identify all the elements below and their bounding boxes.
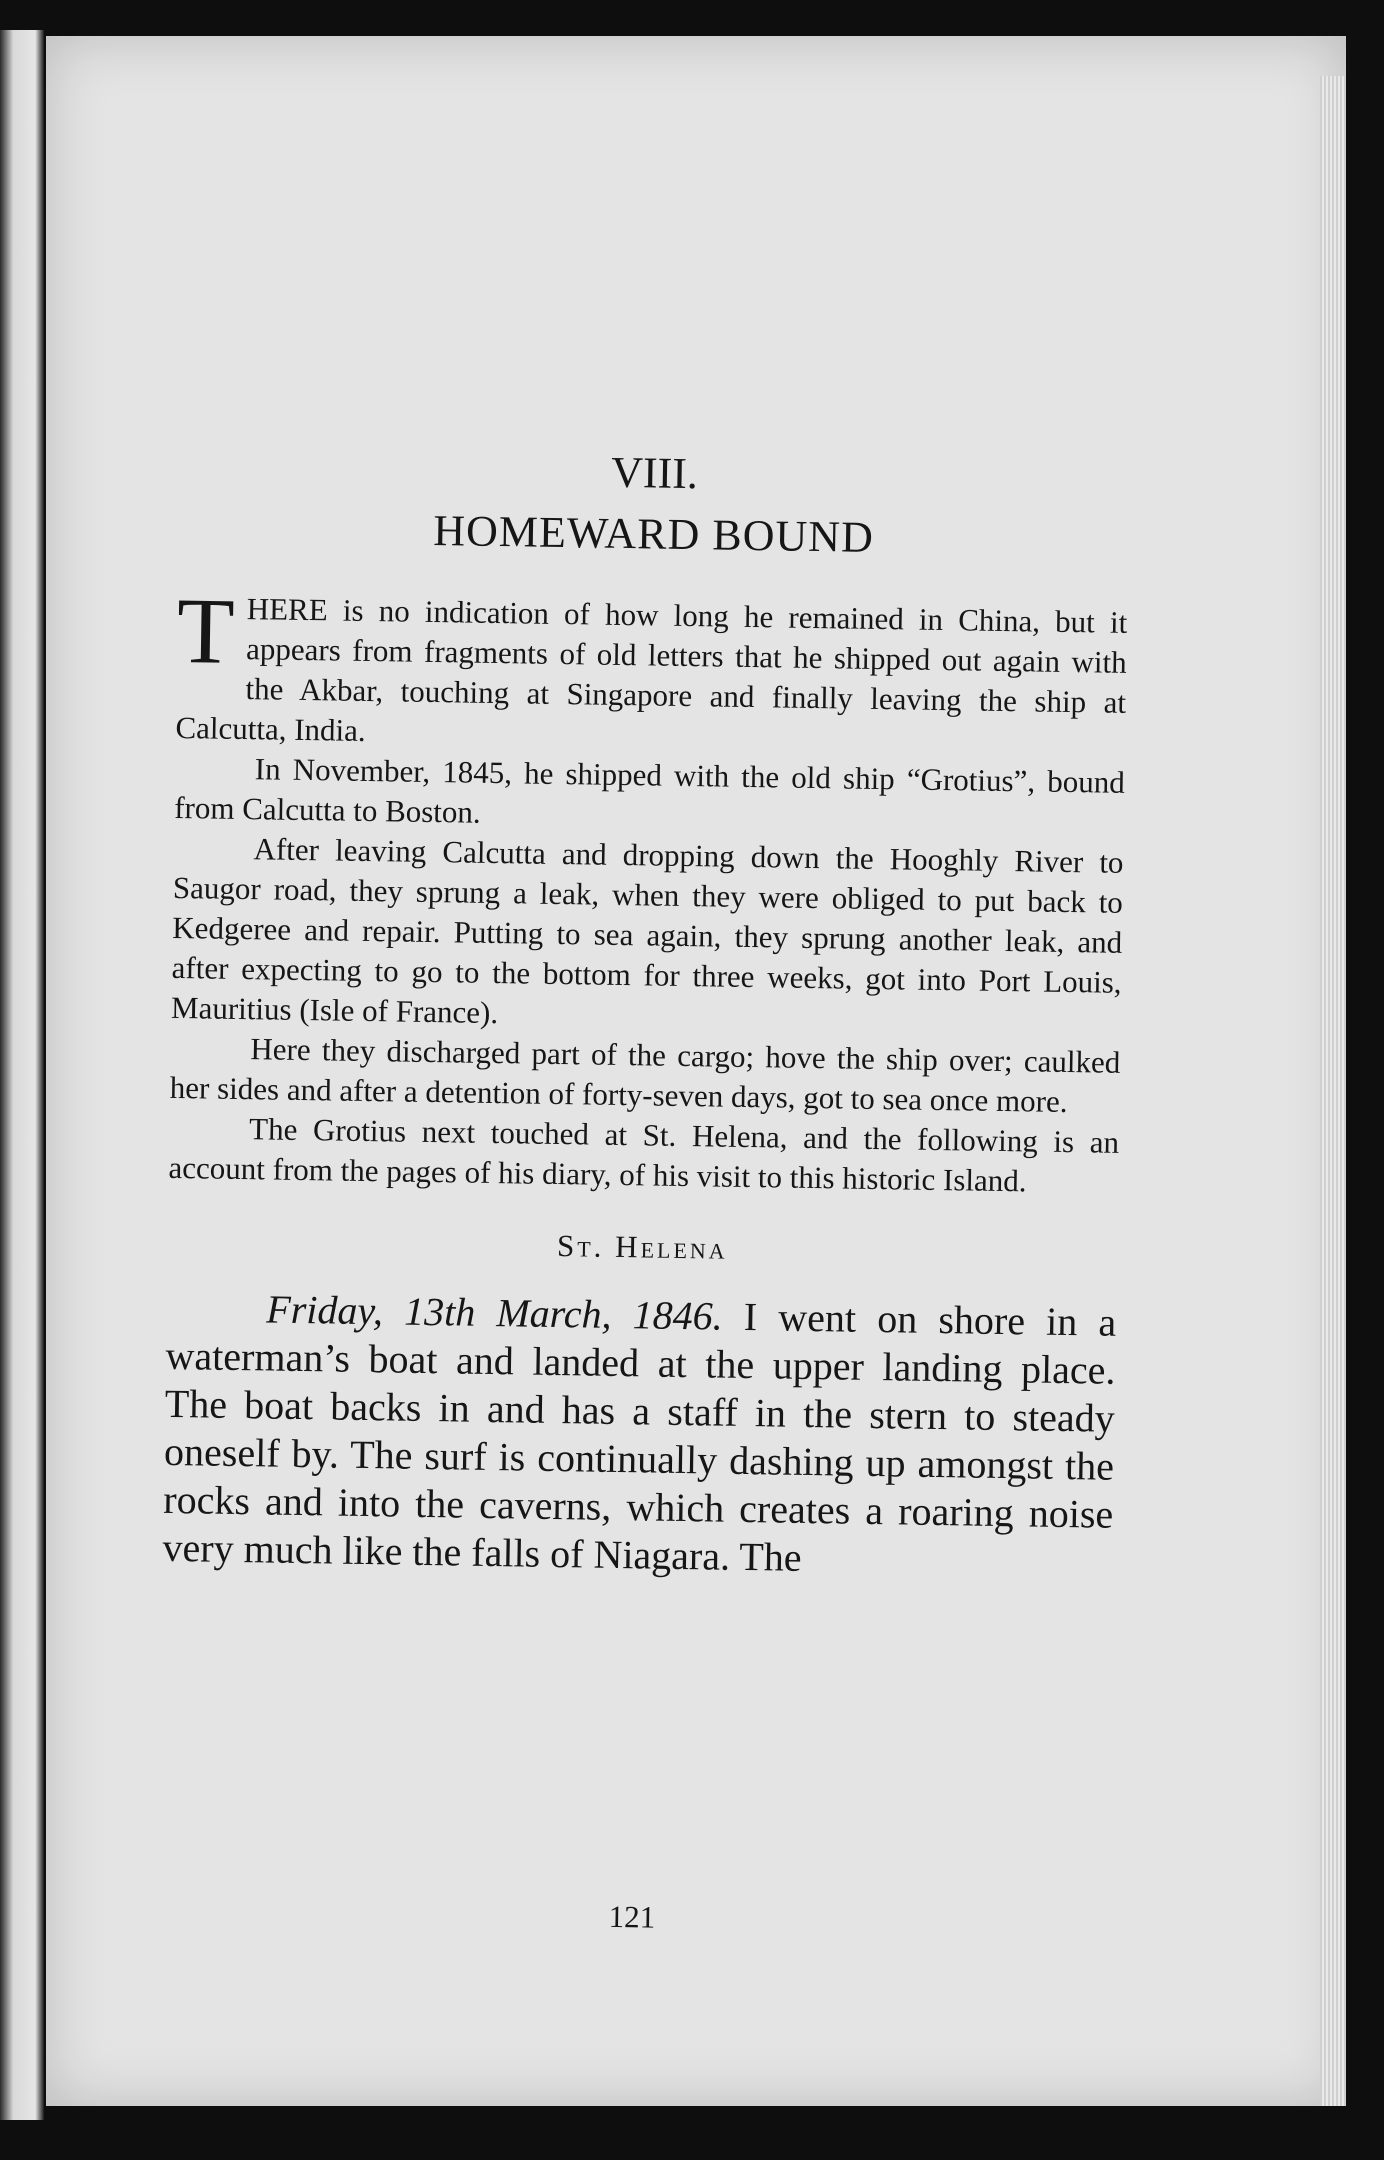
section-heading: St. Helena (556, 1228, 728, 1266)
diary-entry (162, 1284, 1116, 1587)
paragraph-5: The Grotius next touched at St. Helena, and the following is an account from the pages of his diary, of his visit to this historic Island. (168, 1111, 1120, 1199)
paragraph-1-text: HERE is no indication of how long he remained in China, but it appears from fragments of old letters that he shipped out again with the Akbar, touching at Singapore and finally leaving the ship at Calcutta, India. (175, 591, 1128, 748)
drop-cap: T (176, 578, 236, 684)
book-page (46, 36, 1346, 2106)
page-stack-edge (1320, 76, 1346, 2106)
paragraph-4: Here they discharged part of the cargo; hove the ship over; caulked her sides and after a detention of forty-seven days, got to sea once more. (169, 1031, 1121, 1120)
paragraph-3: After leaving Calcutta and dropping down the Hooghly River to Saugor road, they sprung a leak, when they were obliged to put back to Kedgeree and repair. Putting to sea again, they sprung another leak, and after expecting to go to the bottom for three weeks, got into Port Louis, Mauritius (Isle of France). (170, 831, 1124, 1031)
diary-date: Friday, 13th March, 1846. (266, 1286, 724, 1339)
page-number: 121 (608, 1898, 656, 1935)
diary-text: I went on shore in a waterman’s boat and landed at the upper landing place. The boat backs in and has a staff in the stern to steady oneself by. The surf is continually dashing up amongst the rocks and into the caverns, which creates a roaring noise very much like the falls of Niagara. The (162, 1293, 1117, 1580)
paragraph-2: In November, 1845, he shipped with the old ship “Grotius”, bound from Calcutta to Boston. (173, 751, 1126, 830)
chapter-number: VIII. (610, 447, 699, 499)
facing-page-edge (0, 30, 44, 2120)
paragraph-1 (175, 578, 1128, 763)
text-block (162, 440, 1130, 1935)
chapter-title: HOMEWARD BOUND (432, 505, 875, 562)
